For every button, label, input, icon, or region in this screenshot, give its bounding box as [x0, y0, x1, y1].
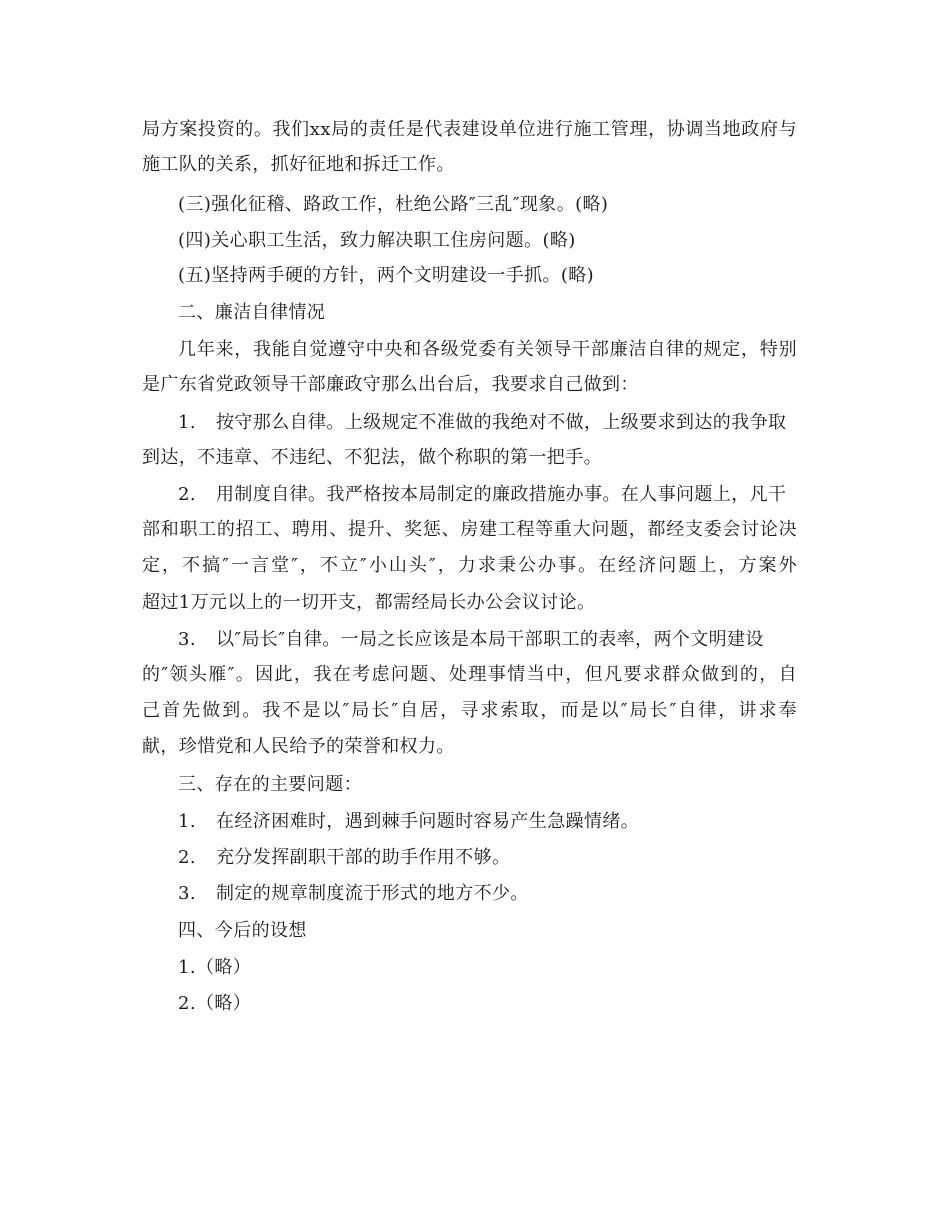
item-number: 1. [178, 811, 196, 832]
paragraph-line: 是广东省党政领导干部廉政守那么出台后，我要求自己做到： [142, 374, 639, 395]
paragraph-line: 的″领头雁″。因此，我在考虑问题、处理事情当中，但凡要求群众做到的，自 [142, 664, 797, 685]
paragraph-line: 部和职工的招工、聘用、提升、奖惩、房建工程等重大问题，都经支委会讨论决 [142, 519, 797, 540]
paragraph-line: 局方案投资的。我们xx局的责任是代表建设单位进行施工管理，协调当地政府与 [142, 119, 797, 140]
numbered-item-1 [178, 411, 797, 435]
item-text: 充分发挥副职干部的助手作用不够。 [216, 847, 511, 868]
section-item-5: (五)坚持两手硬的方针，两个文明建设一手抓。(略) [178, 265, 595, 286]
numbered-item-3 [178, 628, 797, 652]
plan-item-2: 2.（略） [178, 993, 252, 1014]
plan-item-1: 1.（略） [178, 957, 252, 978]
item-text: 制定的规章制度流于形式的地方不少。 [216, 883, 529, 904]
numbered-item-2 [178, 483, 797, 507]
item-number: 3. [178, 883, 196, 904]
item-text: 在经济困难时，遇到棘手问题时容易产生急躁情绪。 [216, 811, 640, 832]
problem-item-2 [178, 846, 510, 870]
item-text: 用制度自律。我严格按本局制定的廉政措施办事。在人事问题上，凡干 [216, 484, 787, 505]
problem-item-1 [178, 810, 639, 834]
paragraph-line: 超过1万元以上的一切开支，都需经局长办公会议讨论。 [142, 592, 596, 613]
section-heading-4: 四、今后的设想 [178, 920, 307, 941]
section-heading-2: 二、廉洁自律情况 [178, 302, 326, 323]
paragraph-line: 到达，不违章、不违纪、不犯法，做个称职的第一把手。 [142, 447, 602, 468]
item-text: 按守那么自律。上级规定不准做的我绝对不做，上级要求到达的我争取 [216, 412, 787, 433]
section-heading-3: 三、存在的主要问题： [178, 774, 362, 795]
item-number: 1. [178, 412, 196, 433]
problem-item-3 [178, 882, 529, 906]
paragraph-line: 定，不搞″一言堂″，不立″小山头″，力求秉公办事。在经济问题上，方案外 [142, 555, 797, 576]
item-number: 3. [178, 629, 196, 650]
section-item-4: (四)关心职工生活，致力解决职工住房问题。(略) [178, 230, 576, 251]
paragraph-line: 己首先做到。我不是以″局长″自居，寻求索取，而是以″局长″自律，讲求奉 [142, 700, 797, 721]
item-text: 以″局长″自律。一局之长应该是本局干部职工的表率，两个文明建设 [216, 629, 764, 650]
item-number: 2. [178, 484, 196, 505]
paragraph-line: 施工队的关系，抓好征地和拆迁工作。 [142, 154, 455, 175]
section-item-3: (三)强化征稽、路政工作，杜绝公路″三乱″现象。(略) [178, 194, 609, 215]
paragraph-line: 几年来，我能自觉遵守中央和各级党委有关领导干部廉洁自律的规定，特别 [178, 339, 797, 360]
paragraph-line: 献，珍惜党和人民给予的荣誉和权力。 [142, 736, 455, 757]
item-number: 2. [178, 847, 196, 868]
